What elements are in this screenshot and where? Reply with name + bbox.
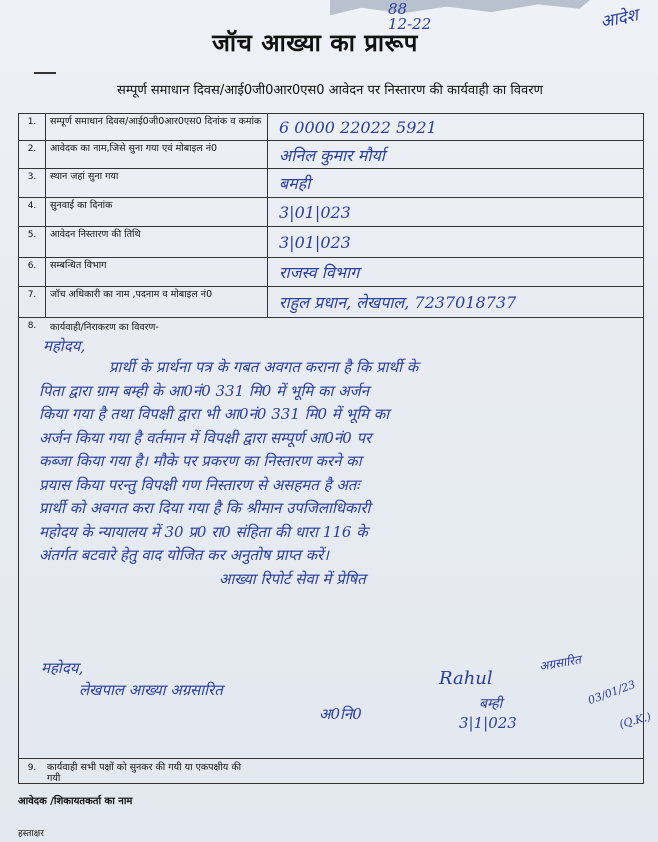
form-row-4 <box>19 198 643 227</box>
row-number: 7. <box>19 287 46 317</box>
body-line: कब्जा किया गया है। मौके पर प्रकरण का निस्तारण करने का <box>39 452 362 470</box>
report-form <box>18 113 653 784</box>
signature: Rahul <box>439 668 493 689</box>
body-line: प्रार्थी को अवगत करा दिया गया है कि श्रीमान उपजिलाधिकारी <box>39 499 371 517</box>
signature-date: 3|1|023 <box>459 714 517 732</box>
signature-place: बम्ही <box>479 696 503 712</box>
body-line: अंतर्गत बटवारे हेतु वाद योजित कर अनुतोष प्राप्त करें। <box>39 546 329 564</box>
applicant-name-label: आवेदक /शिकायतकर्ता का नाम <box>18 796 133 807</box>
body-line: अर्जन किया गया है वर्तमान में विपक्षी द्वारा सम्पूर्ण आ0नं0 पर <box>39 428 372 447</box>
form-row-6 <box>19 258 643 287</box>
body-line: महोदय के न्यायालय में 30 प्र0 रा0 संहिता की धारा 116 के <box>39 522 368 541</box>
page-subtitle: सम्पूर्ण समाधान दिवस/आई0जी0आर0एस0 आवेदन पर निस्तारण की कार्यवाही का विवरण <box>117 83 543 98</box>
row-number: 2. <box>19 141 46 168</box>
top-note-line-1: 88 <box>388 0 408 18</box>
row-number: 4. <box>19 198 46 226</box>
body-line: प्रार्थी के प्रार्थना पत्र के गबत अवगत कराना है कि प्रार्थी के <box>109 358 419 376</box>
body-line: पिता द्वारा ग्राम बम्ही के आ0नं0 331 मि0 में भूमि का अर्जन <box>39 381 370 400</box>
row-label: सुनवाई का दिनांक <box>46 198 268 226</box>
body-line: आख्या रिपोर्ट सेवा में प्रेषित <box>219 569 366 588</box>
signature-label: हस्ताक्षर <box>18 829 44 839</box>
closing-note: लेखपाल आख्या अग्रसारित <box>79 681 223 699</box>
row-value: अनिल कुमार मौर्या <box>279 145 385 165</box>
approval-date: 03/01/23 <box>586 677 638 708</box>
row-value: राहुल प्रधान, लेखपाल, 7237018737 <box>279 293 517 312</box>
form-row-7 <box>19 287 643 318</box>
row-value: 3|01|023 <box>279 232 351 252</box>
approval-code: (Q.K.) <box>617 710 653 731</box>
form-row-9 <box>19 759 643 783</box>
form-row-5 <box>19 227 643 258</box>
torn-edge <box>330 0 590 22</box>
row-label: आवेदन निस्तारण की तिथि <box>46 227 268 257</box>
action-details <box>19 318 653 758</box>
closing: महोदय, <box>41 659 84 677</box>
salutation: महोदय, <box>43 337 86 355</box>
secondary-signature: अ0नि0 <box>319 705 362 723</box>
row-number: 1. <box>19 114 46 140</box>
row-number: 6. <box>19 258 46 286</box>
corner-handwritten-note: आदेश <box>598 5 640 33</box>
row-label: कार्यवाही सभी पक्षों को सुनकर की गयी या एकपक्षीय की गयी <box>47 762 242 784</box>
approval-note: अग्रसारित <box>538 652 582 674</box>
row-label: सम्बन्धित विभाग <box>46 258 268 286</box>
form-row-8 <box>19 318 653 759</box>
form-row-2 <box>19 141 643 169</box>
body-line: प्रयास किया परन्तु विपक्षी गण निस्तारण से असहमत है अतः <box>39 475 360 494</box>
row-value: राजस्व विभाग <box>279 263 360 282</box>
row-label: जॉच अधिकारी का नाम ,पदनाम व मोबाइल नं0 <box>46 287 268 317</box>
row-label: सम्पूर्ण समाधान दिवस/आई0जी0आर0एस0 दिनांक व कमांक <box>46 114 268 140</box>
row-value: 6 0000 22022 5921 <box>279 117 437 137</box>
row-label: कार्यवाही/निराकरण का विवरण- <box>50 322 159 333</box>
body-line: किया गया है तथा विपक्षी द्वारा भी आ0नं0 331 मि0 में भूमि का <box>39 405 390 423</box>
row-number: 3. <box>19 169 46 197</box>
divider <box>34 72 56 74</box>
row-value: 3|01|023 <box>279 202 351 222</box>
form-row-1 <box>19 114 643 141</box>
row-number: 8. <box>27 321 37 331</box>
row-value: बमही <box>279 174 311 193</box>
row-label: आवेदक का नाम,जिसे सुना गया एवं मोबाइल नं0 <box>46 141 268 168</box>
action-body <box>39 356 639 591</box>
form-row-3 <box>19 169 643 198</box>
page-title: जॉच आख्या का प्रारूप <box>212 29 418 57</box>
top-note-line-2: 12-22 <box>388 15 432 33</box>
row-label: स्थान जहां सुना गया <box>46 169 268 197</box>
row-number: 5. <box>19 227 46 257</box>
row-number: 9. <box>27 763 37 773</box>
